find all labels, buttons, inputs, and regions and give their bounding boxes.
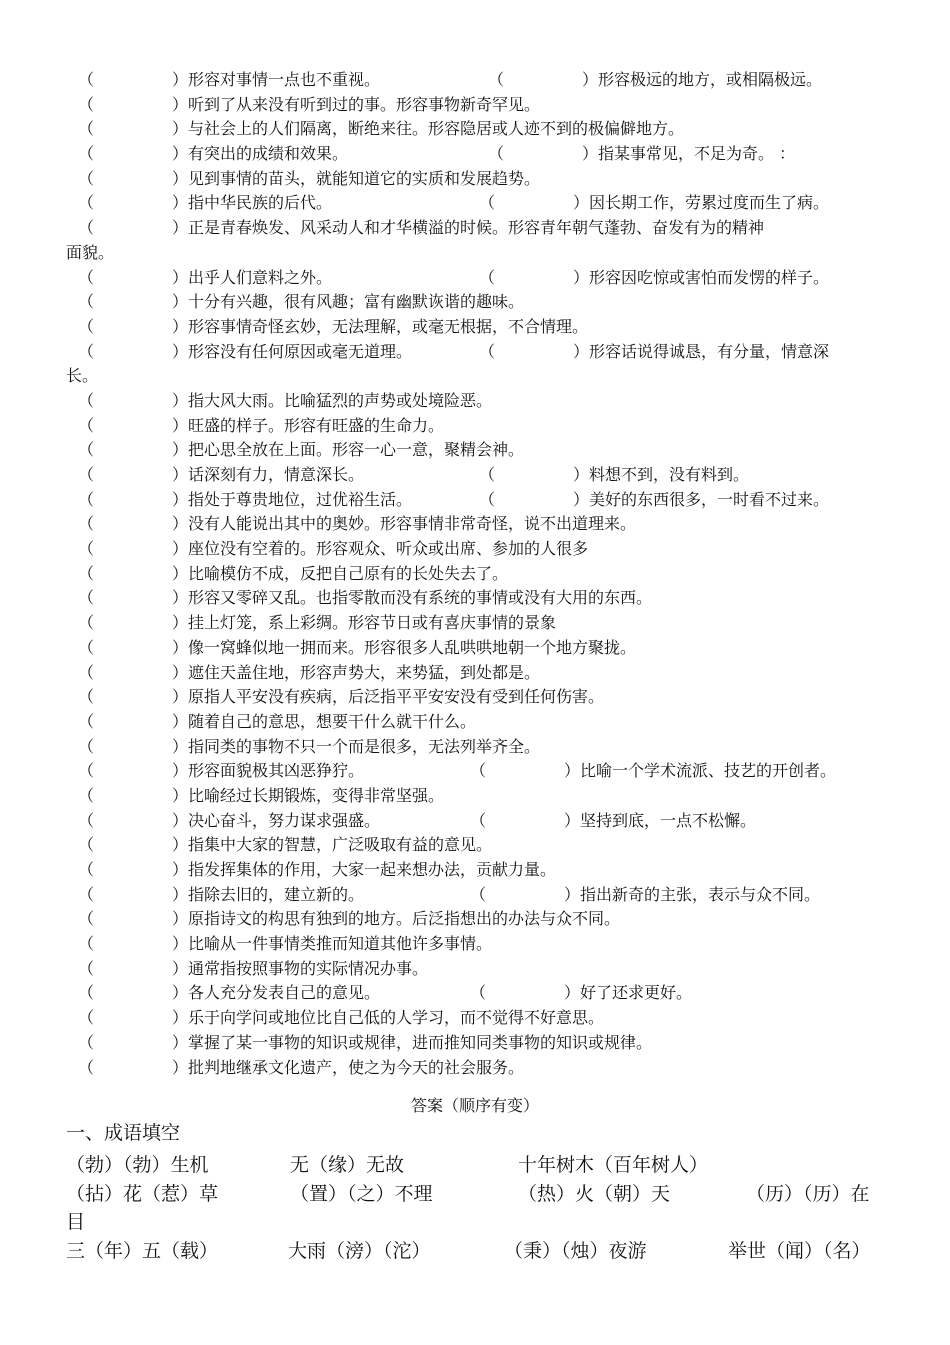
answer-blank-open: （ (78, 835, 95, 855)
answer-blank-close: ） (582, 70, 599, 89)
question-row (66, 463, 886, 488)
question-row (66, 883, 886, 908)
definition-text: 决心奋斗，努力谋求强盛。 (188, 810, 381, 830)
question-row (66, 216, 886, 241)
answer-blank-close: ） (172, 588, 189, 608)
answer-item: 举世（闻）（名） (728, 1240, 871, 1262)
answer-item: 目 (66, 1211, 86, 1233)
definition-text: 挂上灯笼，系上彩绸。形容节日或有喜庆事情的景象 (188, 613, 557, 633)
definition-text: 遮住天盖住地，形容声势大，来势猛，到处都是。 (188, 662, 541, 682)
answer-blank-close: ） (172, 958, 189, 978)
answer-blank-open: （ (78, 1008, 95, 1028)
answer-blank-close: ） (172, 785, 189, 805)
answer-blank-close: ） (172, 563, 189, 583)
answer-blank-open: （ (78, 193, 95, 213)
answer-item: （置）（之）不理 (290, 1183, 433, 1205)
answer-blank-open: （ (78, 588, 95, 608)
answer-blank-open: （ (78, 341, 95, 361)
definition-text: 与社会上的人们隔离，断绝来往。形容隐居或人迹不到的极偏僻地方。 (188, 119, 685, 139)
answer-blank-open: （ (78, 539, 95, 559)
answer-blank-close: ） (172, 1008, 189, 1028)
question-row (66, 142, 886, 167)
answer-line (66, 1207, 886, 1237)
definition-text: 因长期工作，劳累过度而生了病。 (589, 193, 830, 213)
definition-text: 指集中大家的智慧，广泛吸取有益的意见。 (188, 835, 493, 855)
definition-text: 通常指按照事物的实际情况办事。 (188, 958, 429, 978)
answer-blank-close: ） (172, 292, 189, 312)
answer-blank-close: ） (573, 193, 590, 213)
answer-blank-close: ） (573, 267, 590, 287)
answer-blank-close: ） (582, 144, 599, 164)
answer-blank-open: （ (78, 761, 95, 781)
definition-text: 形容又零碎又乱。也指零散而没有系统的事情或没有大用的东西。 (188, 588, 653, 608)
definition-text: 比喻一个学术流派、技艺的开创者。 (580, 761, 837, 781)
question-row (66, 957, 886, 982)
question-row (66, 858, 886, 883)
answer-blank-open: （ (78, 909, 95, 929)
answer-blank-open: （ (78, 440, 95, 460)
answer-blank-close: ） (172, 119, 189, 139)
answer-blank-open: （ (78, 119, 95, 139)
answer-blank-close: ） (172, 316, 189, 336)
answer-blank-open: （ (479, 193, 496, 213)
question-row (66, 562, 886, 587)
answer-blank-close: ） (172, 810, 189, 830)
answer-blank-open: （ (78, 785, 95, 805)
definition-text: 指大风大雨。比喻猛烈的声势或处境险恶。 (188, 390, 493, 410)
answer-blank-open: （ (488, 70, 505, 89)
question-row (66, 833, 886, 858)
answer-blank-close: ） (172, 835, 189, 855)
question-row (66, 809, 886, 834)
question-row (66, 414, 886, 439)
definition-text: 话深刻有力，情意深长。 (188, 465, 365, 484)
question-row (66, 537, 886, 562)
definition-text: 指出新奇的主张，表示与众不同。 (580, 884, 821, 904)
definition-text: 形容因吃惊或害怕而发愣的样子。 (589, 267, 830, 287)
definition-text: 把心思全放在上面。形容一心一意，聚精会神。 (188, 440, 525, 460)
answer-blank-close: ） (172, 465, 189, 484)
definition-text: 听到了从来没有听到过的事。形容事物新奇罕见。 (188, 94, 541, 114)
definition-text: 指除去旧的，建立新的。 (188, 884, 365, 904)
answer-blank-open: （ (78, 292, 95, 312)
answer-blank-open: （ (78, 267, 95, 287)
question-row (66, 907, 886, 932)
answer-blank-close: ） (172, 711, 189, 731)
definition-text: 像一窝蜂似地一拥而来。形容很多人乱哄哄地朝一个地方聚拢。 (188, 637, 637, 657)
definition-text: 形容面貌极其凶恶狰狞。 (188, 761, 365, 781)
answer-blank-close: ） (172, 168, 189, 188)
definition-text: 正是青春焕发、风采动人和才华横溢的时候。形容青年朝气蓬勃、奋发有为的精神 (188, 218, 765, 238)
answer-blank-close: ） (172, 1032, 189, 1052)
question-row (66, 191, 886, 216)
answer-blank-close: ） (172, 983, 189, 1003)
answer-line (66, 1236, 886, 1266)
question-row (66, 290, 886, 315)
answer-blank-open: （ (78, 711, 95, 731)
answer-blank-open: （ (78, 958, 95, 978)
answer-blank-open: （ (479, 465, 496, 484)
definition-text: 形容没有任何原因或毫无道理。 (188, 341, 413, 361)
answer-blank-close: ） (172, 193, 189, 213)
definition-text: 比喻从一件事情类推而知道其他许多事情。 (188, 934, 493, 954)
answer-blank-close: ） (573, 465, 590, 484)
definition-text: 好了还求更好。 (580, 983, 693, 1003)
definition-text: 坚持到底，一点不松懈。 (580, 810, 757, 830)
answer-blank-open: （ (78, 687, 95, 707)
definition-text: 见到事情的苗头，就能知道它的实质和发展趋势。 (188, 168, 541, 188)
answer-blank-open: （ (78, 390, 95, 410)
definition-text: 形容事情奇怪玄妙，无法理解，或毫无根据，不合情理。 (188, 316, 589, 336)
answer-item: 三（年）五（载） (66, 1240, 219, 1262)
definition-text: 料想不到，没有料到。 (589, 465, 750, 484)
answer-blank-close: ） (172, 390, 189, 410)
answer-blank-close: ） (172, 94, 189, 114)
question-row (66, 117, 886, 142)
question-row (66, 735, 886, 760)
definition-text: 形容话说得诚恳，有分量，情意深 (589, 341, 830, 361)
answer-blank-close: ） (172, 218, 189, 238)
answer-blank-close: ） (172, 341, 189, 361)
answer-blank-open: （ (78, 613, 95, 633)
answer-blank-close: ） (564, 884, 581, 904)
answer-blank-close: ） (172, 637, 189, 657)
answer-title: 答案（顺序有变） (410, 1096, 539, 1115)
definition-text: 形容对事情一点也不重视。 (188, 70, 381, 89)
question-row (66, 932, 886, 957)
answer-blank-open: （ (78, 70, 95, 89)
answer-blank-open: （ (470, 884, 487, 904)
definition-continuation (66, 241, 886, 266)
question-row (66, 389, 886, 414)
answer-item: （勃）（勃）生机 (66, 1154, 209, 1176)
answer-blank-close: ） (172, 662, 189, 682)
answer-blank-close: ） (172, 70, 189, 89)
answer-item: （热）火（朝）天 (518, 1183, 671, 1205)
answer-blank-open: （ (78, 489, 95, 509)
answer-blank-close: ） (172, 1057, 189, 1077)
answer-blank-close: ） (172, 761, 189, 781)
answer-line (66, 1179, 886, 1209)
definition-text: 批判地继承文化遗产，使之为今天的社会服务。 (188, 1057, 525, 1077)
answer-blank-close: ） (564, 983, 581, 1003)
definition-text: 原指诗文的构思有独到的地方。后泛指想出的办法与众不同。 (188, 909, 621, 929)
definition-text: 原指人平安没有疾病，后泛指平平安安没有受到任何伤害。 (188, 687, 605, 707)
answer-blank-open: （ (78, 316, 95, 336)
answer-blank-open: （ (479, 341, 496, 361)
definition-text: 比喻模仿不成，反把自己原有的长处失去了。 (188, 563, 509, 583)
section-heading: 一、成语填空 (66, 1122, 181, 1144)
definition-text: 旺盛的样子。形容有旺盛的生命力。 (188, 415, 445, 435)
answer-blank-close: ） (172, 440, 189, 460)
definition-text: 十分有兴趣，很有风趣；富有幽默诙谐的趣味。 (188, 292, 525, 312)
definition-text: 比喻经过长期锻炼，变得非常坚强。 (188, 785, 445, 805)
answer-blank-open: （ (78, 563, 95, 583)
answer-line (66, 1150, 886, 1180)
question-row (66, 93, 886, 118)
definition-text: 乐于向学问或地位比自己低的人学习，而不觉得不好意思。 (188, 1008, 605, 1028)
definition-text: 指某事常见，不足为奇。 ： (598, 144, 796, 164)
answer-blank-open: （ (78, 94, 95, 114)
answer-blank-open: （ (78, 662, 95, 682)
question-row (66, 784, 886, 809)
answer-blank-close: ） (172, 144, 189, 164)
answer-blank-close: ） (172, 514, 189, 534)
definition-text: 掌握了某一事物的知识或规律，进而推知同类事物的知识或规律。 (188, 1032, 653, 1052)
definition-text: 指发挥集体的作用，大家一起来想办法，贡献力量。 (188, 860, 557, 879)
answer-blank-open: （ (78, 218, 95, 238)
definition-text: 出乎人们意料之外。 (188, 267, 333, 287)
definition-text: 随着自己的意思，想要干什么就干什么。 (188, 711, 477, 731)
answer-blank-open: （ (78, 168, 95, 188)
answer-blank-open: （ (488, 144, 505, 164)
answer-blank-open: （ (479, 489, 496, 509)
definition-text: 美好的东西很多，一时看不过来。 (589, 489, 830, 509)
definition-text: 没有人能说出其中的奥妙。形容事情非常奇怪，说不出道理来。 (188, 514, 637, 534)
definition-text: 座位没有空着的。形容观众、听众或出席、参加的人很多 (188, 539, 589, 559)
answer-item: 无（缘）无故 (290, 1154, 405, 1176)
answer-blank-open: （ (479, 267, 496, 287)
answer-blank-open: （ (78, 465, 95, 484)
definition-text: 长。 (66, 366, 99, 386)
answer-blank-open: （ (470, 983, 487, 1003)
answer-item: 大雨（滂）（沱） (288, 1240, 431, 1262)
answer-blank-close: ） (564, 810, 581, 830)
answer-blank-open: （ (78, 637, 95, 657)
definition-text: 指同类的事物不只一个而是很多，无法列举齐全。 (188, 736, 541, 756)
question-row (66, 340, 886, 365)
question-row (66, 1031, 886, 1056)
answer-blank-open: （ (78, 983, 95, 1003)
question-row (66, 661, 886, 686)
definition-text: 有突出的成绩和效果。 (188, 144, 349, 164)
answer-blank-open: （ (78, 514, 95, 534)
definition-text: 面貌。 (66, 242, 115, 262)
answer-blank-close: ） (172, 613, 189, 633)
definition-text: 指中华民族的后代。 (188, 193, 333, 213)
answer-blank-open: （ (78, 415, 95, 435)
answer-blank-close: ） (172, 860, 189, 879)
question-row (66, 1006, 886, 1031)
definition-text: 形容极远的地方，或相隔极远。 (598, 70, 823, 89)
question-row (66, 685, 886, 710)
answer-blank-open: （ (78, 810, 95, 830)
question-row (66, 759, 886, 784)
question-row (66, 981, 886, 1006)
definition-text: 各人充分发表自己的意见。 (188, 983, 381, 1003)
answer-blank-open: （ (78, 1057, 95, 1077)
answer-blank-close: ） (172, 687, 189, 707)
question-row (66, 710, 886, 735)
answer-blank-open: （ (78, 860, 95, 879)
question-row (66, 636, 886, 661)
answer-blank-close: ） (564, 761, 581, 781)
definition-continuation (66, 364, 886, 389)
answer-blank-close: ） (172, 415, 189, 435)
answer-blank-close: ） (172, 539, 189, 559)
question-row (66, 68, 886, 93)
answer-blank-close: ） (573, 489, 590, 509)
answer-blank-close: ） (172, 736, 189, 756)
question-row (66, 266, 886, 291)
answer-item: （秉）（烛）夜游 (504, 1240, 647, 1262)
answer-blank-close: ） (172, 884, 189, 904)
answer-item: （历）（历）在 (746, 1183, 870, 1205)
answer-blank-open: （ (78, 736, 95, 756)
answer-item: 十年树木（百年树人） (518, 1154, 709, 1176)
question-row (66, 611, 886, 636)
question-row (66, 315, 886, 340)
question-list (66, 68, 886, 1080)
answer-blank-close: ） (172, 909, 189, 929)
answer-blank-open: （ (78, 1032, 95, 1052)
question-row (66, 488, 886, 513)
answer-blank-open: （ (470, 761, 487, 781)
answer-blank-open: （ (78, 144, 95, 164)
definition-text: 指处于尊贵地位，过优裕生活。 (188, 489, 413, 509)
question-row (66, 167, 886, 192)
question-row (66, 586, 886, 611)
answer-blank-close: ） (172, 267, 189, 287)
question-row (66, 512, 886, 537)
answer-blank-open: （ (78, 934, 95, 954)
answer-blank-close: ） (172, 489, 189, 509)
question-row (66, 1056, 886, 1081)
answer-item: （拈）花（惹）草 (66, 1183, 219, 1205)
answer-blank-close: ） (172, 934, 189, 954)
answer-blank-open: （ (470, 810, 487, 830)
answer-blank-open: （ (78, 884, 95, 904)
answer-blank-close: ） (573, 341, 590, 361)
question-row (66, 438, 886, 463)
